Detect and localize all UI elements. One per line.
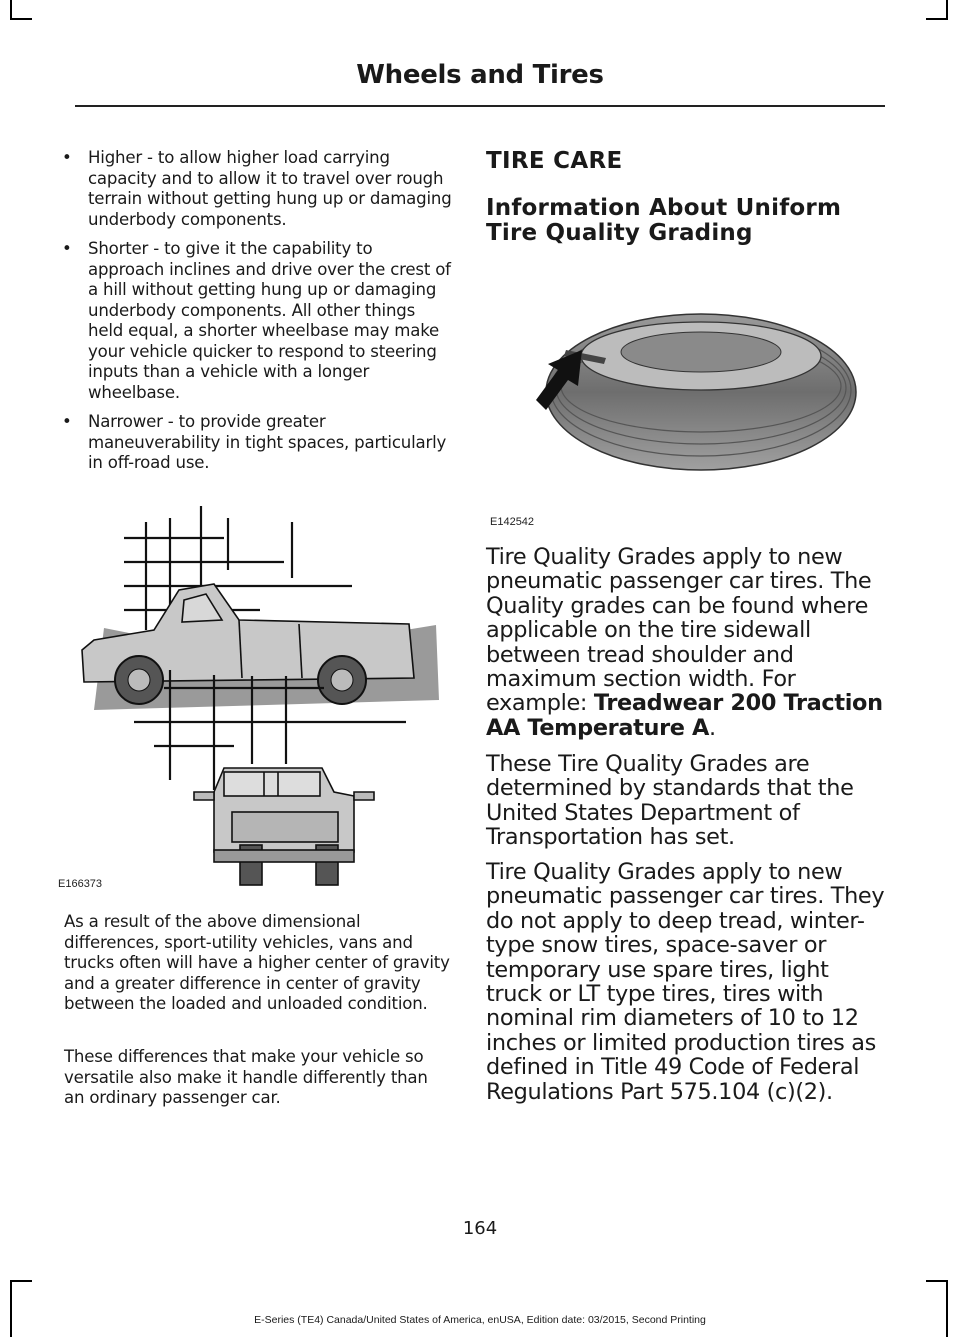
paragraph: These Tire Quality Grades are determined by standards that the United States Department of Transportation has set. xyxy=(486,751,854,851)
tire-figure xyxy=(486,290,886,530)
crop-mark xyxy=(10,0,12,20)
paragraph: As a result of the above dimensional differences, sport-utility vehicles, vans and trucks often will have a higher center of gravity and a greater difference in center of gravity between the loaded and unloaded condition. xyxy=(64,912,450,1013)
bullet-item-higher: • Higher - to allow higher load carrying capacity and to allow it to travel over rough terrain without getting hung up or damaging underbody components. xyxy=(62,148,452,230)
tire-illustration xyxy=(486,290,886,530)
bullet-item-narrower: • Narrower - to provide greater maneuverability in tight spaces, particularly in off-road use. xyxy=(62,412,452,474)
paragraph xyxy=(486,545,886,740)
page-number: 164 xyxy=(462,1218,498,1239)
left-column xyxy=(62,148,452,483)
crop-mark xyxy=(946,1280,948,1337)
vehicle-dimensions-figure xyxy=(58,500,452,900)
example-grade: Treadwear 200 Traction AA Temperature A xyxy=(486,690,883,741)
footer-text: E-Series (TE4) Canada/United States of America, enUSA, Edition date: 03/2015, Second Printing xyxy=(254,1314,706,1326)
section-heading: TIRE CARE xyxy=(486,148,623,174)
figure-code: E142542 xyxy=(490,516,535,528)
crop-mark xyxy=(926,18,948,20)
subsection-heading: Information About Uniform Tire Quality Grading xyxy=(486,195,842,246)
paragraph: These differences that make your vehicle so versatile also make it handle differently than an ordinary passenger car. xyxy=(64,1047,428,1107)
crop-mark xyxy=(10,18,32,20)
crop-mark xyxy=(10,1280,32,1282)
crop-mark xyxy=(10,1280,12,1337)
bullet-item-shorter: • Shorter - to give it the capability to approach inclines and drive over the crest of a hill without getting hung up or damaging underbody components. All other things held equal, a shorter wheelbase may make your vehicle quicker to respond to steering inputs than a vehicle with a longer wheelbase. xyxy=(62,239,452,403)
bullet-list xyxy=(62,148,452,474)
page-title: Wheels and Tires xyxy=(356,60,604,90)
figure-code: E166373 xyxy=(58,878,103,890)
paragraph-end: . xyxy=(709,714,716,741)
header-rule xyxy=(75,105,885,107)
paragraph: Tire Quality Grades apply to new pneumatic passenger car tires. They do not apply to deep tread, winter-type snow tires, space-saver or temporary use spare tires, light truck or LT type tires, tires with nominal rim diameters of 10 to 12 inches or limited production tires as defined in Title 49 Code of Federal Regulations Part 575.104 (c)(2). xyxy=(486,859,885,1105)
paragraph-text: Tire Quality Grades apply to new pneumatic passenger car tires. The Quality grades can be found where applicable on the tire sidewall between tread shoulder and maximum section width. For example: xyxy=(486,544,872,717)
crop-mark xyxy=(946,0,948,20)
crop-mark xyxy=(926,1280,948,1282)
vehicle-illustration xyxy=(64,500,452,900)
